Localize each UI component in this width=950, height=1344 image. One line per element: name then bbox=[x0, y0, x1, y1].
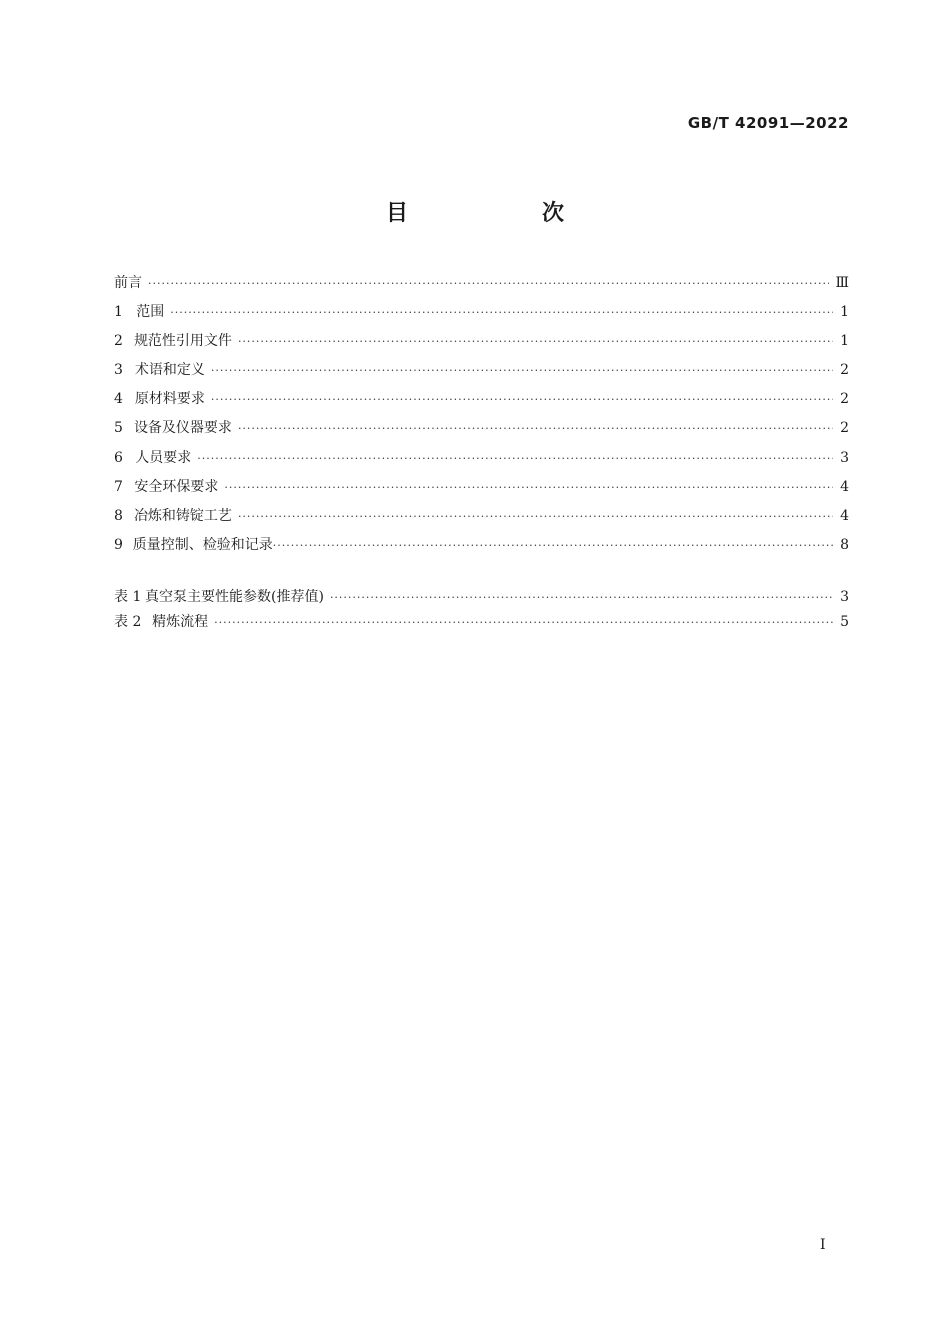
toc-entry-page: 1 bbox=[840, 333, 849, 350]
table-entry-label: 真空泵主要性能参数(推荐值) bbox=[145, 589, 324, 605]
dot-leader bbox=[330, 591, 833, 604]
toc-entry-label: 设备及仪器要求 bbox=[133, 420, 232, 437]
table-entry-page: 5 bbox=[840, 613, 849, 630]
toc-entry-number: 3 bbox=[114, 362, 123, 379]
toc-entry-number: 2 bbox=[114, 333, 123, 350]
toc-entry-number: 8 bbox=[114, 507, 123, 524]
table-entry[interactable] bbox=[114, 611, 849, 636]
toc-entry-page: 2 bbox=[840, 420, 849, 437]
toc-entry-page: Ⅲ bbox=[835, 275, 849, 291]
table-entry-label: 精炼流程 bbox=[152, 613, 209, 630]
toc-entry-label: 冶炼和铸锭工艺 bbox=[133, 507, 232, 524]
toc-entry-page: 4 bbox=[840, 507, 849, 524]
dot-leader bbox=[214, 616, 833, 629]
dot-leader bbox=[211, 364, 833, 377]
toc-entry[interactable] bbox=[114, 359, 849, 388]
toc-entry-label: 人员要求 bbox=[135, 449, 192, 466]
toc-entry-label: 范围 bbox=[136, 304, 165, 321]
dot-leader bbox=[238, 335, 833, 348]
toc-entry-page: 1 bbox=[840, 304, 849, 321]
toc-entry-page: 8 bbox=[840, 536, 849, 553]
toc-entry-label: 规范性引用文件 bbox=[133, 333, 232, 350]
toc-entry[interactable] bbox=[114, 534, 849, 563]
toc-entry-number: 4 bbox=[114, 391, 123, 408]
toc-entry-label: 质量控制、检验和记录 bbox=[132, 536, 273, 553]
toc-entry-page: 4 bbox=[840, 478, 849, 495]
toc-entry-label: 术语和定义 bbox=[134, 362, 205, 379]
dot-leader bbox=[238, 510, 833, 523]
toc-entry[interactable] bbox=[114, 417, 849, 446]
toc-entry-page: 2 bbox=[840, 362, 849, 379]
toc-entry-number: 9 bbox=[114, 536, 123, 553]
dot-leader bbox=[238, 422, 833, 435]
toc-entry[interactable] bbox=[114, 505, 849, 534]
page-title: 目 次 bbox=[385, 201, 620, 226]
toc-entry-preface[interactable] bbox=[114, 272, 849, 301]
dot-leader bbox=[211, 393, 833, 406]
toc-entry-label: 安全环保要求 bbox=[134, 478, 219, 495]
table-entry[interactable] bbox=[114, 586, 849, 611]
list-of-tables bbox=[114, 586, 849, 635]
toc-entry[interactable] bbox=[114, 301, 849, 330]
toc-entry[interactable] bbox=[114, 388, 849, 417]
toc-entry-page: 3 bbox=[840, 449, 849, 466]
dot-leader bbox=[197, 452, 833, 465]
toc-entry-page: 2 bbox=[840, 391, 849, 408]
toc-entry-label: 前言 bbox=[114, 275, 142, 291]
dot-leader bbox=[170, 306, 833, 319]
toc-entry[interactable] bbox=[114, 330, 849, 359]
dot-leader bbox=[224, 481, 833, 494]
toc-entry-label: 原材料要求 bbox=[134, 391, 205, 408]
toc-entry[interactable] bbox=[114, 447, 849, 476]
standard-code: GB/T 42091—2022 bbox=[687, 114, 849, 132]
dot-leader bbox=[273, 539, 833, 552]
table-entry-page: 3 bbox=[840, 589, 849, 605]
table-entry-number: 表 1 bbox=[114, 589, 142, 605]
table-of-contents bbox=[114, 272, 849, 563]
toc-entry-number: 5 bbox=[114, 420, 123, 437]
toc-entry-number: 1 bbox=[114, 304, 123, 321]
dot-leader bbox=[148, 277, 829, 290]
table-entry-number: 表 2 bbox=[114, 613, 142, 630]
page-number: I bbox=[820, 1237, 826, 1253]
toc-entry-number: 6 bbox=[114, 449, 123, 466]
toc-entry-number: 7 bbox=[114, 478, 123, 495]
toc-entry[interactable] bbox=[114, 476, 849, 505]
